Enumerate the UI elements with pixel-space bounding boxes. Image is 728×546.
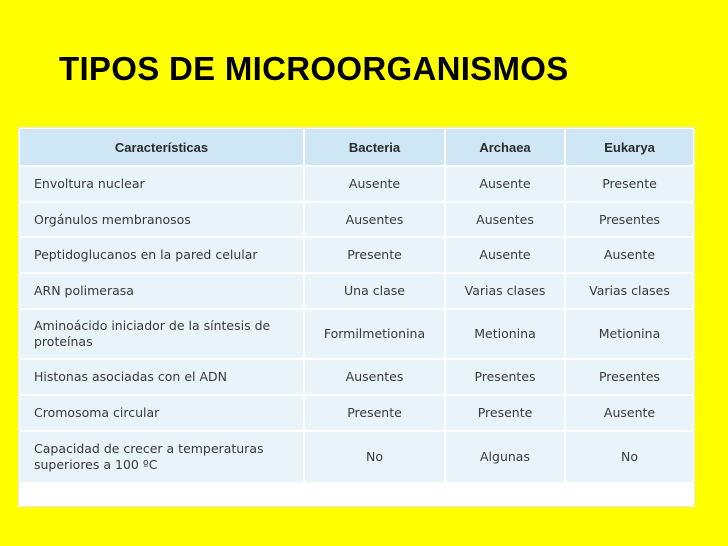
eukarya-cell: Metionina bbox=[566, 310, 693, 358]
archaea-cell: Algunas bbox=[446, 432, 564, 482]
archaea-cell: Presentes bbox=[446, 360, 564, 394]
microorganism-comparison-table bbox=[18, 127, 695, 484]
table-row bbox=[20, 360, 693, 394]
slide-title: TIPOS DE MICROORGANISMOS bbox=[59, 50, 569, 87]
feature-cell: Histonas asociadas con el ADN bbox=[20, 360, 303, 394]
table-row bbox=[20, 274, 693, 308]
feature-cell: Cromosoma circular bbox=[20, 396, 303, 430]
header-bacteria: Bacteria bbox=[305, 129, 444, 165]
feature-cell: Envoltura nuclear bbox=[20, 167, 303, 201]
bacteria-cell: Presente bbox=[305, 238, 444, 272]
feature-cell: ARN polimerasa bbox=[20, 274, 303, 308]
table-row bbox=[20, 203, 693, 236]
bacteria-cell: Formilmetionina bbox=[305, 310, 444, 358]
eukarya-cell: Ausente bbox=[566, 238, 693, 272]
bacteria-cell: No bbox=[305, 432, 444, 482]
header-caracteristicas: Características bbox=[20, 129, 303, 165]
feature-cell: Peptidoglucanos en la pared celular bbox=[20, 238, 303, 272]
header-archaea: Archaea bbox=[446, 129, 564, 165]
eukarya-cell: Presentes bbox=[566, 203, 693, 236]
comparison-table-container bbox=[18, 127, 695, 507]
archaea-cell: Ausente bbox=[446, 238, 564, 272]
table-row bbox=[20, 432, 693, 482]
feature-cell: Orgánulos membranosos bbox=[20, 203, 303, 236]
table-row bbox=[20, 167, 693, 201]
bacteria-cell: Presente bbox=[305, 396, 444, 430]
feature-cell: Aminoácido iniciador de la síntesis de proteínas bbox=[20, 310, 303, 358]
bacteria-cell: Una clase bbox=[305, 274, 444, 308]
eukarya-cell: Presentes bbox=[566, 360, 693, 394]
bacteria-cell: Ausentes bbox=[305, 360, 444, 394]
eukarya-cell: No bbox=[566, 432, 693, 482]
archaea-cell: Ausente bbox=[446, 167, 564, 201]
bacteria-cell: Ausente bbox=[305, 167, 444, 201]
table-header-row bbox=[20, 129, 693, 165]
archaea-cell: Varias clases bbox=[446, 274, 564, 308]
header-eukarya: Eukarya bbox=[566, 129, 693, 165]
archaea-cell: Ausentes bbox=[446, 203, 564, 236]
archaea-cell: Metionina bbox=[446, 310, 564, 358]
table-row bbox=[20, 310, 693, 358]
eukarya-cell: Varias clases bbox=[566, 274, 693, 308]
archaea-cell: Presente bbox=[446, 396, 564, 430]
bacteria-cell: Ausentes bbox=[305, 203, 444, 236]
table-row bbox=[20, 238, 693, 272]
table-row bbox=[20, 396, 693, 430]
eukarya-cell: Presente bbox=[566, 167, 693, 201]
eukarya-cell: Ausente bbox=[566, 396, 693, 430]
feature-cell: Capacidad de crecer a temperaturas superiores a 100 ºC bbox=[20, 432, 303, 482]
